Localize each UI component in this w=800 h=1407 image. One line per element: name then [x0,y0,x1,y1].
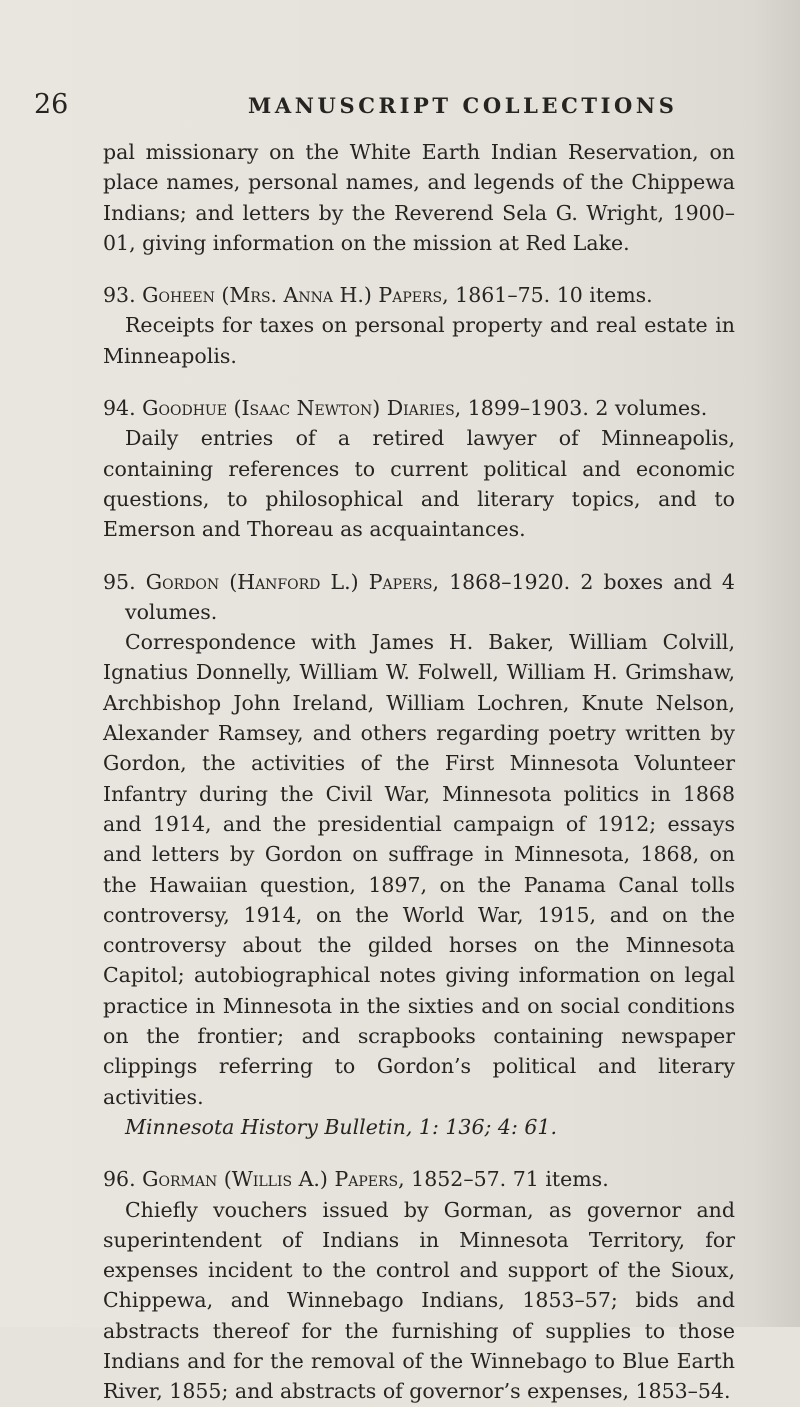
entry-heading [103,393,735,423]
page-header [34,90,764,120]
entry-number: 94. [103,396,136,421]
entry-name: Goodhue (Isaac Newton) [142,396,381,421]
page-body [103,137,735,1407]
catalog-entry [103,280,735,371]
entry-number: 95. [103,569,136,594]
entry-kind: Papers, [334,1167,405,1192]
entry-extent: 1852–57. 71 items. [411,1167,609,1192]
entry-name: Gordon (Hanford L.) [145,569,359,594]
entry-heading [103,280,735,310]
entry-description: Correspondence with James H. Baker, William Colvill, Ignatius Donnelly, William W. Folwell, William H. Grimshaw, Archbishop John Ireland, William Lochren, Knute Nelson, Alexander Ramsey, and others regarding poetry written by Gordon, the activities of the First Minnesota Volunteer Infantry during the Civil War, Minnesota politics in 1868 and 1914, and the presidential campaign of 1912; essays and letters by Gordon on suffrage in Minnesota, 1868, on the Hawaiian question, 1897, on the Panama Canal tolls controversy, 1914, on the World War, 1915, and on the controversy about the gilded horses on the Minnesota Capitol; autobiographical notes giving information on legal practice in Minnesota in the sixties and on social conditions on the frontier; and scrapbooks containing newspaper clippings referring to Gordon’s political and literary activities. [103,630,735,1109]
entry-kind: Papers, [378,283,449,308]
entry-kind: Papers, [368,569,439,594]
catalog-entry [103,393,735,544]
entry-extent: 1899–1903. 2 volumes. [467,396,708,421]
entry-number: 96. [103,1167,136,1192]
entry-description: Receipts for taxes on personal property and real estate in Minneapolis. [103,313,735,368]
catalog-entry [103,567,735,1143]
entry-extent: 1868–1920. 2 boxes and 4 volumes. [125,569,735,624]
entry-name: Goheen (Mrs. Anna H.) [142,283,372,308]
catalog-entry [103,1164,735,1406]
page-number: 26 [34,89,69,120]
running-head: MANUSCRIPT COLLECTIONS [248,93,678,118]
entry-kind: Diaries, [386,396,462,421]
entry-name: Gorman (Willis A.) [142,1167,328,1192]
entry-citation: Minnesota History Bulletin, 1: 136; 4: 61. [125,1114,557,1139]
entry-description: Daily entries of a retired lawyer of Minneapolis, containing references to current political and economic questions, to philosophical and literary topics, and to Emerson and Thoreau as acquaintances. [103,426,735,542]
entry-description: Chiefly vouchers issued by Gorman, as governor and superintendent of Indians in Minnesota Territory, for expenses incident to the control and support of the Sioux, Chippewa, and Winnebago Indians, 1853–57; bids and abstracts thereof for the furnishing of supplies to those Indians and for the removal of the Winnebago to Blue Earth River, 1855; and abstracts of governor’s expenses, 1853–54. [103,1197,735,1404]
entry-number: 93. [103,283,136,308]
entry-heading [103,1164,735,1194]
entry-heading [103,567,735,628]
entry-extent: 1861–75. 10 items. [455,283,653,308]
continuation-paragraph: pal missionary on the White Earth Indian Reservation, on place names, personal names, and legends of the Chippewa Indians; and letters by the Reverend Sela G. Wright, 1900–01, giving information on the mission at Red Lake. [103,140,735,255]
